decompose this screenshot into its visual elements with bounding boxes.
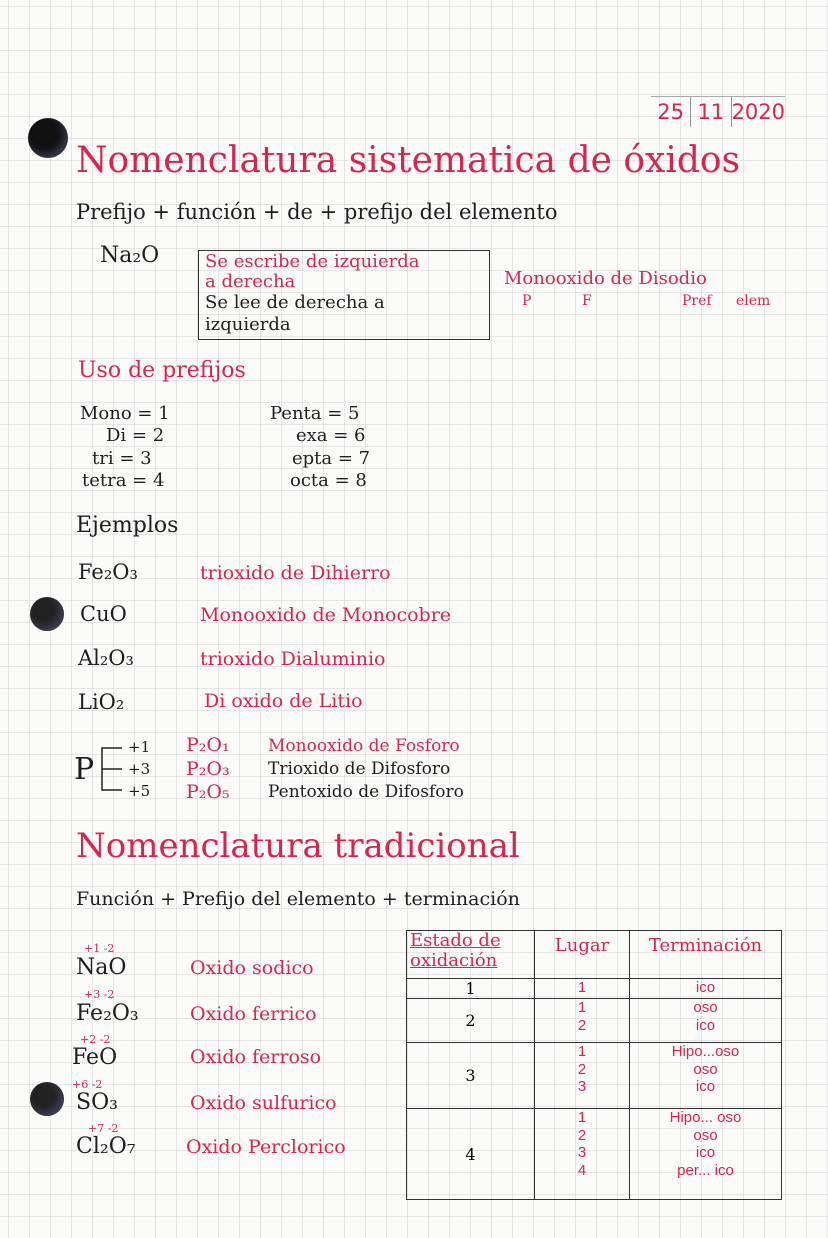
ending-value: ico [695,1078,716,1095]
example-name: Monooxido de Disodio [504,268,707,289]
header-state-label: Estado de oxidación [410,930,501,971]
place-cell [535,1109,630,1200]
phosphorus-formula: P₂O₁ [186,734,230,756]
place-cell [535,979,630,999]
trad-name: Oxido sodico [190,957,314,979]
example-name: trioxido de Dihierro [200,562,391,584]
date-box [651,96,785,127]
place-cell [535,1043,630,1109]
place-value: 1 [577,1109,587,1126]
trad-formula: NaO [76,955,127,980]
phosphorus-name: Trioxido de Difosforo [268,759,451,779]
header-place-label: Lugar [554,935,610,956]
trad-name: Oxido ferroso [190,1046,322,1068]
place-value: 3 [577,1078,587,1095]
trad-name: Oxido Perclorico [186,1136,346,1158]
example-name: Di oxido de Litio [204,690,363,712]
trad-formula: SO₃ [76,1090,118,1115]
phosphorus-name: Pentoxido de Difosforo [268,782,464,802]
box-line: Se lee de derecha a [205,292,385,313]
binder-hole-icon [30,597,64,631]
box-line: izquierda [205,314,291,335]
ending-value: ico [695,1144,716,1161]
place-value: 2 [577,1126,587,1144]
header-ending-label: Terminación [648,935,763,956]
phosphorus-symbol: P [74,752,95,787]
ending-value: ico [695,979,716,996]
oxidation-state: +3 [128,760,151,778]
prefix-item: exa = 6 [296,425,366,446]
prefix-item: Di = 2 [106,425,165,446]
date-month: 11 [691,97,731,127]
ending-cell [630,1109,782,1200]
state-cell: 1 [407,979,535,999]
prefix-heading: Uso de prefijos [78,358,246,383]
charges: +2 -2 [80,1033,111,1046]
examples-heading: Ejemplos [76,513,179,538]
place-value: 1 [577,979,587,996]
bracket-icon [96,740,126,798]
place-value: 1 [577,999,587,1016]
trad-name: Oxido ferrico [190,1003,317,1025]
example-compound: Na₂O [100,243,160,268]
state-cell: 4 [407,1109,535,1200]
ending-value: oso [693,1060,718,1078]
oxidation-state: +5 [128,782,151,800]
state-cell: 3 [407,1043,535,1109]
prefix-item: octa = 8 [290,470,367,491]
title-systematic: Nomenclatura sistematica de óxidos [76,140,741,181]
place-value: 2 [577,1016,587,1034]
example-name: trioxido Dialuminio [200,648,386,670]
box-line: a derecha [205,271,296,292]
label-p: P [522,293,532,309]
place-cell [535,999,630,1043]
example-formula: Al₂O₃ [78,646,134,670]
box-line: Se escribe de izquierda [205,251,420,272]
prefix-item: Penta = 5 [270,403,360,424]
ending-cell [630,999,782,1043]
formula-rule-traditional: Función + Prefijo del elemento + terminación [76,888,520,910]
prefix-item: tri = 3 [92,448,152,469]
header-state [407,931,535,979]
oxidation-state: +1 [128,738,151,756]
place-value: 2 [577,1060,587,1078]
binder-hole-icon [28,118,68,158]
place-value: 4 [577,1161,587,1179]
label-elem: elem [736,293,771,309]
prefix-item: Mono = 1 [80,403,170,424]
example-formula: CuO [80,602,127,626]
ending-value: Hipo... oso [669,1109,742,1126]
label-pref: Pref [682,293,712,309]
state-cell: 2 [407,999,535,1043]
prefix-item: tetra = 4 [82,470,165,491]
formula-rule: Prefijo + función + de + prefijo del elemento [76,200,558,224]
place-value: 1 [577,1043,587,1060]
title-traditional: Nomenclatura tradicional [76,826,520,866]
ending-cell [630,979,782,999]
binder-hole-icon [30,1082,64,1116]
charges: +1 -2 [84,942,115,955]
table-row [407,979,782,999]
label-f: F [582,293,592,309]
prefix-item: epta = 7 [292,448,371,469]
phosphorus-formula: P₂O₃ [186,758,230,780]
header-place [535,931,630,979]
charges: +7 -2 [88,1122,119,1135]
rule-box [198,250,490,340]
ending-value: oso [693,1126,718,1144]
charges: +3 -2 [84,988,115,1001]
header-ending [630,931,782,979]
date-year: 2020 [731,100,786,124]
example-formula: LiO₂ [78,690,125,714]
ending-value: per... ico [677,1161,734,1179]
ending-cell [630,1043,782,1109]
trad-name: Oxido sulfurico [190,1092,337,1114]
trad-formula: FeO [72,1045,118,1070]
ending-value: oso [693,999,718,1016]
charges: +6 -2 [72,1078,103,1091]
phosphorus-name: Monooxido de Fosforo [268,736,460,756]
phosphorus-formula: P₂O₅ [186,781,230,803]
date-day: 25 [651,97,691,127]
table-row [407,1109,782,1200]
trad-formula: Fe₂O₃ [76,1001,139,1026]
table-row [407,999,782,1043]
place-value: 3 [577,1144,587,1161]
ending-table [406,930,782,1200]
example-formula: Fe₂O₃ [78,560,138,584]
ending-value: ico [695,1016,716,1034]
trad-formula: Cl₂O₇ [76,1134,136,1159]
table-row [407,1043,782,1109]
example-name: Monooxido de Monocobre [200,604,452,626]
ending-value: Hipo...oso [671,1043,740,1060]
